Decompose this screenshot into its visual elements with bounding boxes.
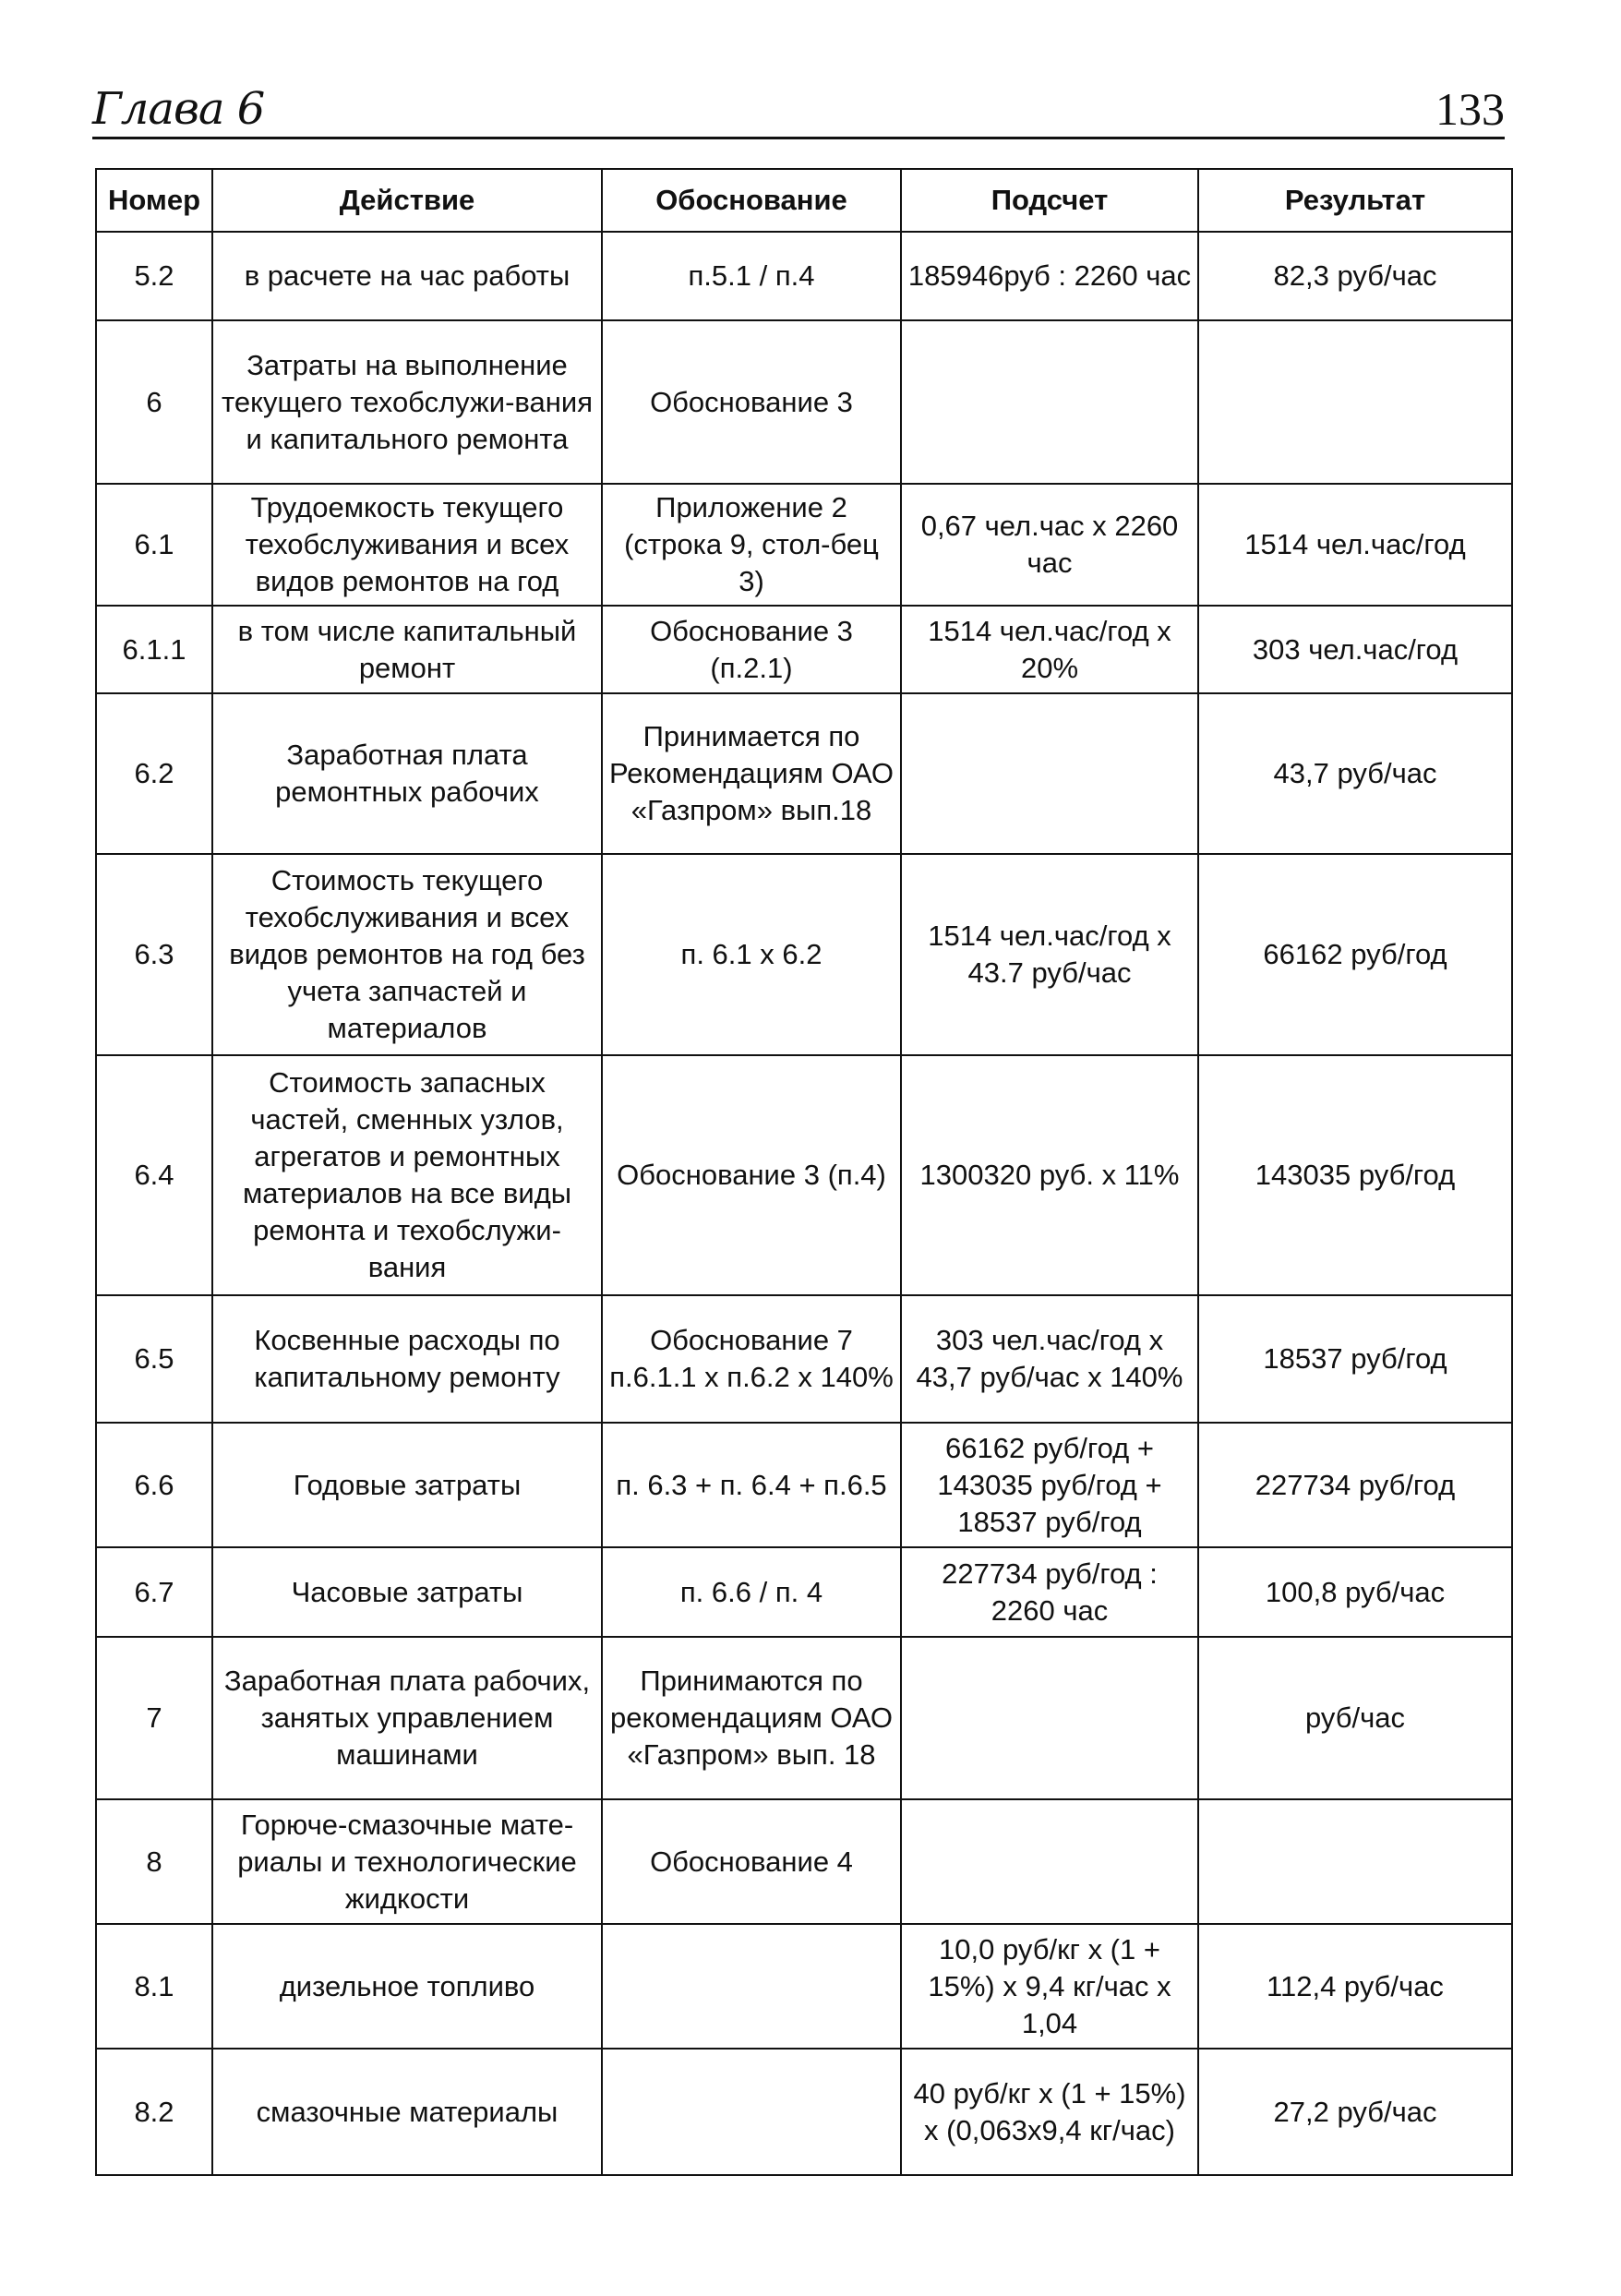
cell-number: 6.6 <box>96 1423 212 1547</box>
cell-calculation: 185946руб : 2260 час <box>901 232 1198 320</box>
cell-action: дизельное топливо <box>212 1924 602 2049</box>
table-row <box>96 1295 1512 1423</box>
cell-justification: п. 6.1 х 6.2 <box>602 854 901 1055</box>
cell-action: смазочные материалы <box>212 2049 602 2175</box>
cell-action: Косвенные расходы по капитальному ремонту <box>212 1295 602 1423</box>
cell-number: 6.7 <box>96 1547 212 1637</box>
cell-calculation <box>901 693 1198 854</box>
table-row <box>96 1547 1512 1637</box>
cell-result: 27,2 руб/час <box>1198 2049 1512 2175</box>
cell-calculation: 303 чел.час/год х 43,7 руб/час х 140% <box>901 1295 1198 1423</box>
cell-justification <box>602 2049 901 2175</box>
table-row <box>96 1637 1512 1799</box>
cell-justification: Обоснование 3 <box>602 320 901 484</box>
cell-result: 18537 руб/год <box>1198 1295 1512 1423</box>
cell-number: 6.5 <box>96 1295 212 1423</box>
cell-calculation <box>901 1637 1198 1799</box>
table-row <box>96 232 1512 320</box>
cell-calculation: 1514 чел.час/год х 43.7 руб/час <box>901 854 1198 1055</box>
cell-calculation: 66162 руб/год + 143035 руб/год + 18537 руб/год <box>901 1423 1198 1547</box>
table-body <box>96 232 1512 2175</box>
cell-action: Годовые затраты <box>212 1423 602 1547</box>
cell-calculation <box>901 320 1198 484</box>
column-header-calculation: Подсчет <box>901 169 1198 232</box>
cell-number: 6.1.1 <box>96 606 212 693</box>
cell-justification: Обоснование 4 <box>602 1799 901 1924</box>
cell-result: 43,7 руб/час <box>1198 693 1512 854</box>
table-header-row <box>96 169 1512 232</box>
cell-justification <box>602 1924 901 2049</box>
cell-result: 100,8 руб/час <box>1198 1547 1512 1637</box>
cell-action: Горюче-смазочные мате-риалы и технологические жидкости <box>212 1799 602 1924</box>
cell-result: 66162 руб/год <box>1198 854 1512 1055</box>
cell-justification: Обоснование 3 (п.4) <box>602 1055 901 1295</box>
cell-result <box>1198 1799 1512 1924</box>
column-header-result: Результат <box>1198 169 1512 232</box>
cell-result <box>1198 320 1512 484</box>
table-row <box>96 1924 1512 2049</box>
cell-result: руб/час <box>1198 1637 1512 1799</box>
cell-result: 1514 чел.час/год <box>1198 484 1512 606</box>
table-row <box>96 2049 1512 2175</box>
cell-number: 8 <box>96 1799 212 1924</box>
table-row <box>96 320 1512 484</box>
table-row <box>96 854 1512 1055</box>
cell-justification: п.5.1 / п.4 <box>602 232 901 320</box>
cell-action: Стоимость текущего техобслуживания и всех видов ремонтов на год без учета запчастей и материалов <box>212 854 602 1055</box>
cell-number: 5.2 <box>96 232 212 320</box>
cell-number: 6.4 <box>96 1055 212 1295</box>
cell-calculation: 1300320 руб. х 11% <box>901 1055 1198 1295</box>
page-number: 133 <box>1435 83 1505 135</box>
table-row <box>96 484 1512 606</box>
table-row <box>96 1423 1512 1547</box>
cell-justification: Обоснование 3 (п.2.1) <box>602 606 901 693</box>
column-header-number: Номер <box>96 169 212 232</box>
cell-calculation: 40 руб/кг х (1 + 15%) х (0,063х9,4 кг/час) <box>901 2049 1198 2175</box>
table-row <box>96 693 1512 854</box>
cell-number: 6.3 <box>96 854 212 1055</box>
cell-number: 6.2 <box>96 693 212 854</box>
cell-action: в том числе капитальный ремонт <box>212 606 602 693</box>
column-header-justification: Обоснование <box>602 169 901 232</box>
cell-justification: Приложение 2 (строка 9, стол-бец 3) <box>602 484 901 606</box>
cell-action: Трудоемкость текущего техобслуживания и всех видов ремонтов на год <box>212 484 602 606</box>
cell-justification: Принимаются по рекомендациям ОАО «Газпром» вып. 18 <box>602 1637 901 1799</box>
cell-number: 8.1 <box>96 1924 212 2049</box>
cell-result: 227734 руб/год <box>1198 1423 1512 1547</box>
cell-result: 143035 руб/год <box>1198 1055 1512 1295</box>
cell-action: Затраты на выполнение текущего техобслужи-вания и капитального ремонта <box>212 320 602 484</box>
cell-number: 7 <box>96 1637 212 1799</box>
cell-action: в расчете на час работы <box>212 232 602 320</box>
cell-justification: п. 6.3 + п. 6.4 + п.6.5 <box>602 1423 901 1547</box>
table-row <box>96 1055 1512 1295</box>
cell-result: 82,3 руб/час <box>1198 232 1512 320</box>
table-row <box>96 1799 1512 1924</box>
table-row <box>96 606 1512 693</box>
cell-calculation: 227734 руб/год : 2260 час <box>901 1547 1198 1637</box>
cell-result: 303 чел.час/год <box>1198 606 1512 693</box>
cell-action: Заработная плата рабочих, занятых управлением машинами <box>212 1637 602 1799</box>
cell-justification: Обоснование 7 п.6.1.1 х п.6.2 х 140% <box>602 1295 901 1423</box>
cell-result: 112,4 руб/час <box>1198 1924 1512 2049</box>
cell-calculation <box>901 1799 1198 1924</box>
cell-action: Заработная плата ремонтных рабочих <box>212 693 602 854</box>
cell-justification: Принимается по Рекомендациям ОАО «Газпром» вып.18 <box>602 693 901 854</box>
cell-action: Стоимость запасных частей, сменных узлов, агрегатов и ремонтных материалов на все виды ремонта и техобслужи-вания <box>212 1055 602 1295</box>
cell-calculation: 10,0 руб/кг х (1 + 15%) х 9,4 кг/час х 1,04 <box>901 1924 1198 2049</box>
cell-number: 8.2 <box>96 2049 212 2175</box>
cell-number: 6 <box>96 320 212 484</box>
column-header-action: Действие <box>212 169 602 232</box>
cell-justification: п. 6.6 / п. 4 <box>602 1547 901 1637</box>
cost-table <box>95 168 1513 2176</box>
cell-action: Часовые затраты <box>212 1547 602 1637</box>
cell-calculation: 0,67 чел.час х 2260 час <box>901 484 1198 606</box>
page-header <box>92 81 1505 139</box>
cell-calculation: 1514 чел.час/год х 20% <box>901 606 1198 693</box>
chapter-title: Глава 6 <box>92 83 265 135</box>
cell-number: 6.1 <box>96 484 212 606</box>
